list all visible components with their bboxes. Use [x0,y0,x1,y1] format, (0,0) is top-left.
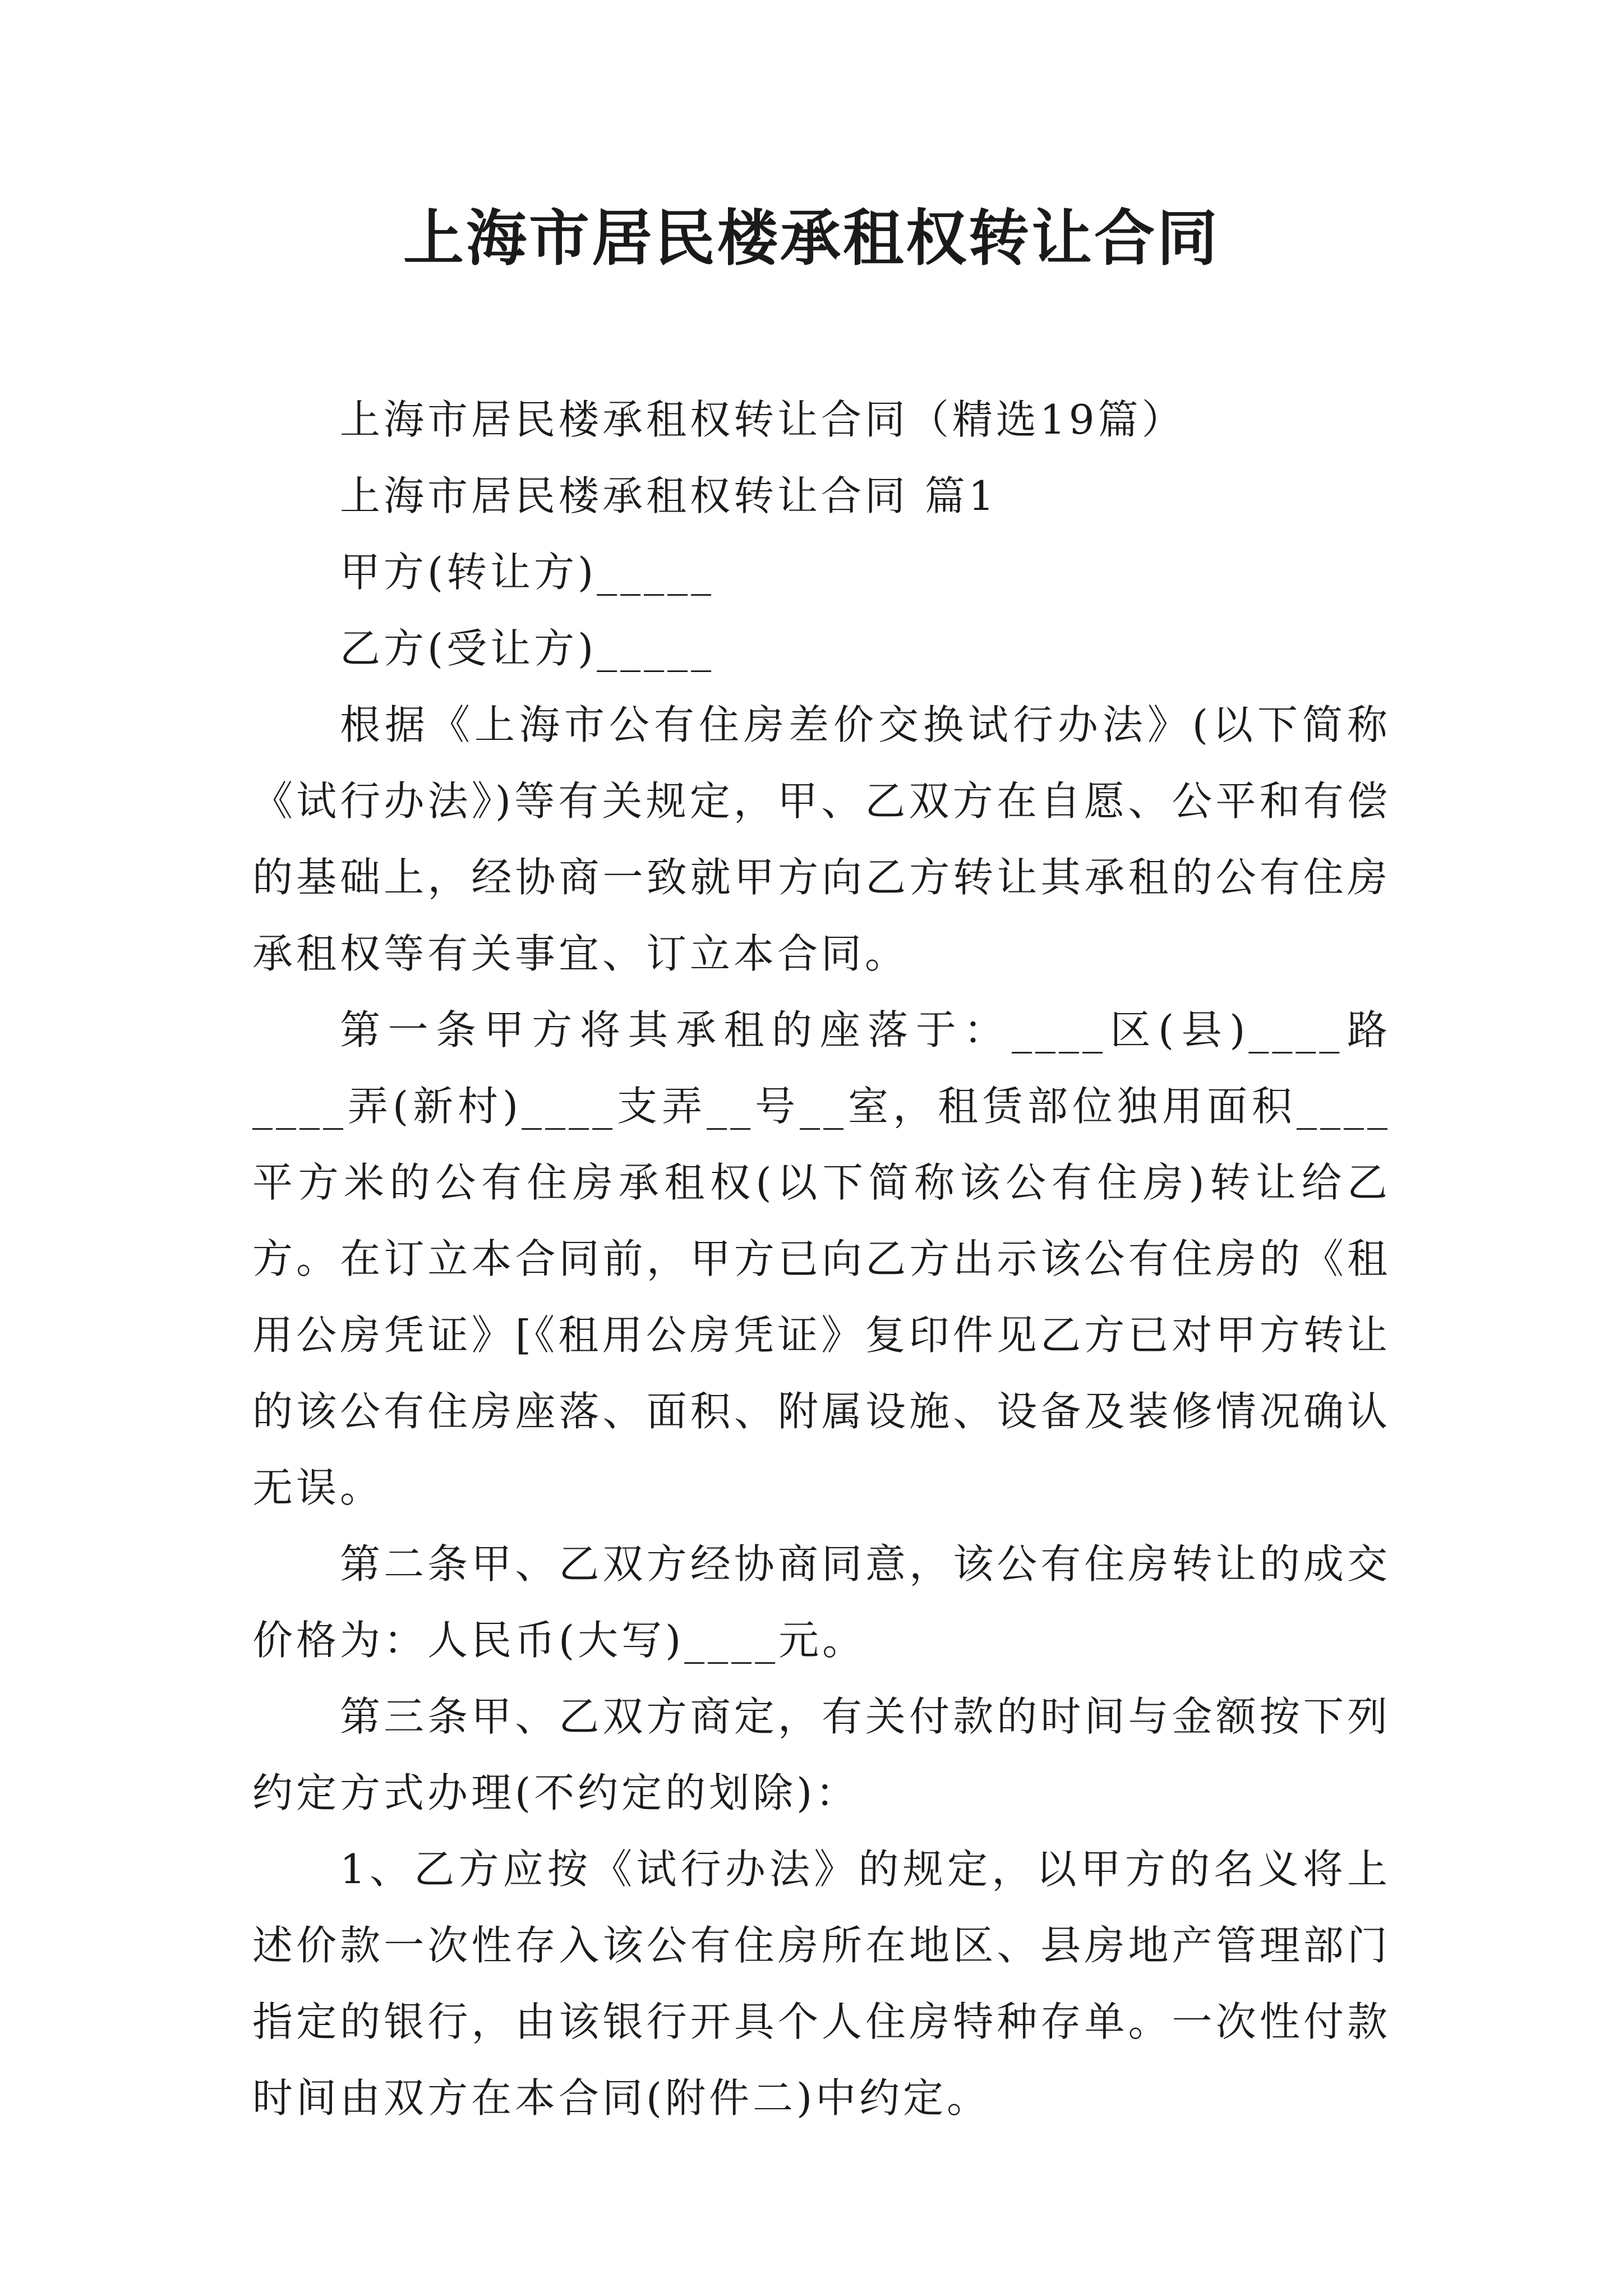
paragraph-party-a: 甲方(转让方)_____ [340,549,715,596]
paragraph-section-heading: 上海市居民楼承租权转让合同 篇1 [340,472,998,519]
paragraph-article-2: 第二条甲、乙双方经协商同意，该公有住房转让的成交价格为：人民币(大写)____元。 [252,1540,1391,1664]
paragraph-subtitle: 上海市居民楼承租权转让合同（精选19篇） [340,396,1186,443]
paragraph-article-3: 第三条甲、乙双方商定，有关付款的时间与金额按下列约定方式办理(不约定的划除)： [252,1693,1391,1816]
paragraph-article-1: 第一条甲方将其承租的座落于：____区(县)____路____弄(新村)____支弄__号__室，租赁部位独用面积____平方米的公有住房承租权(以下简称该公有住房)转让给乙方。在订立本合同前，甲方已向乙方出示该公有住房的《租用公房凭证》[《租用公房凭证》复印件见乙方已对甲方转让的该公有住房座落、面积、附属设施、设备及装修情况确认无误。 [252,1006,1391,1511]
paragraph-party-b: 乙方(受让方)_____ [340,625,715,672]
paragraph-preamble: 根据《上海市公有住房差价交换试行办法》(以下简称《试行办法》)等有关规定，甲、乙双方在自愿、公平和有偿的基础上，经协商一致就甲方向乙方转让其承租的公有住房承租权等有关事宜、订立本合同。 [252,701,1391,977]
document-title: 上海市居民楼承租权转让合同 [403,203,1220,274]
document-body [252,381,1391,2136]
paragraph-clause-1: 1、乙方应按《试行办法》的规定，以甲方的名义将上述价款一次性存入该公有住房所在地区、县房地产管理部门指定的银行，由该银行开具个人住房特种存单。一次性付款时间由双方在本合同(附件二)中约定。 [252,1846,1391,2122]
